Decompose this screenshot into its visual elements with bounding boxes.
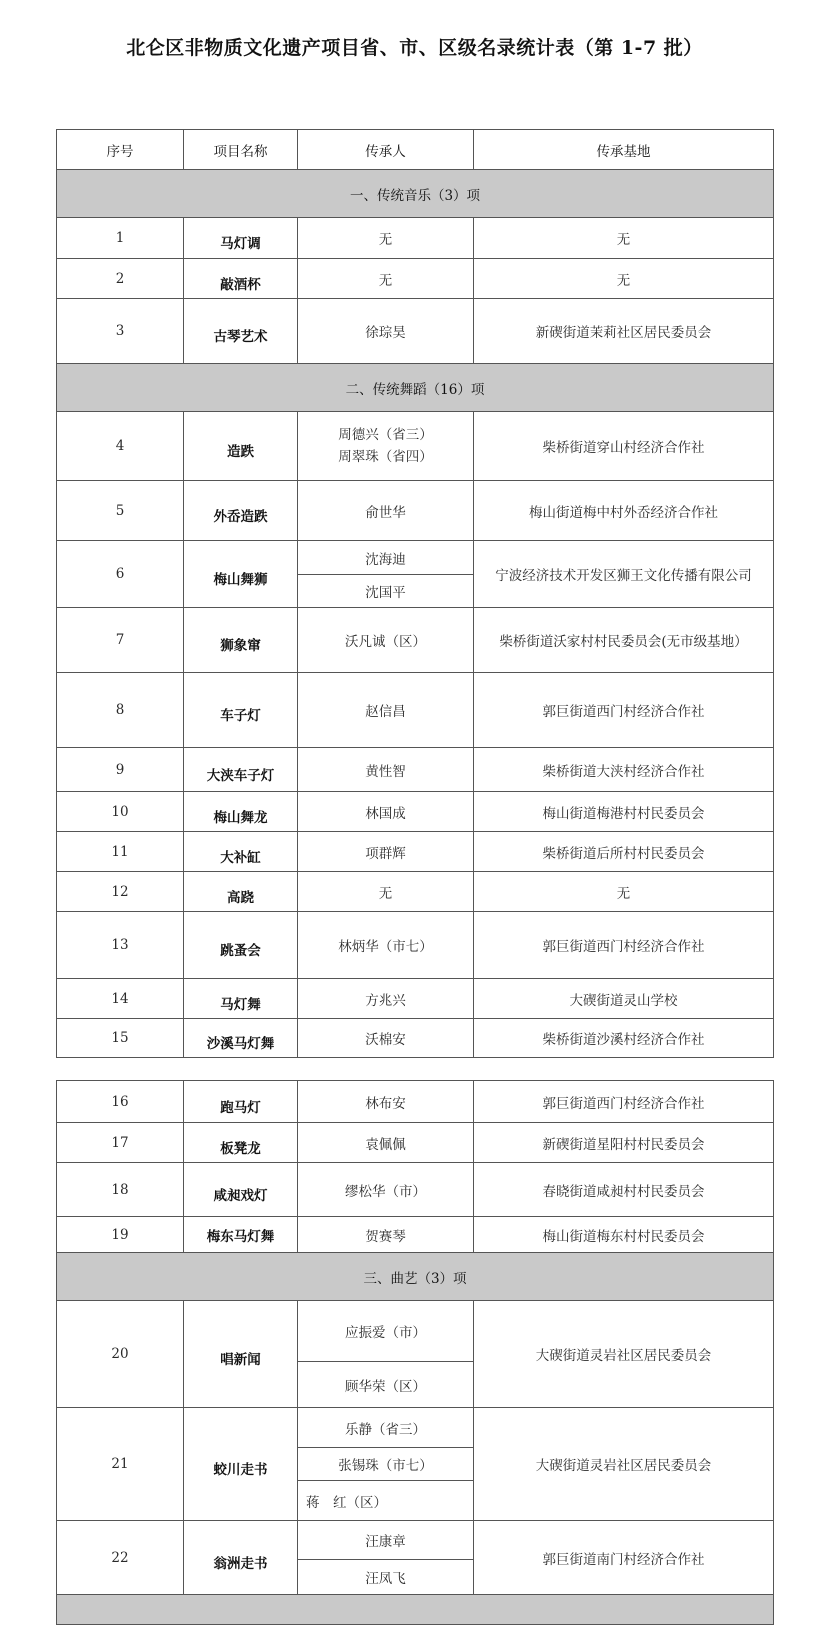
table-row: [57, 218, 774, 259]
inheritor: 汪康章: [298, 1521, 474, 1560]
table-row: [57, 541, 774, 575]
base: 郭巨街道南门村经济合作社: [474, 1521, 774, 1595]
row-index: 22: [57, 1521, 184, 1595]
header-index: 序号: [57, 130, 184, 170]
project-name: 翁洲走书: [184, 1521, 298, 1595]
row-index: 3: [57, 299, 184, 364]
inheritor: 俞世华: [298, 481, 474, 541]
project-name: 板凳龙: [184, 1123, 298, 1163]
table-row: [57, 1301, 774, 1362]
row-index: 17: [57, 1123, 184, 1163]
project-name: 梅山舞龙: [184, 792, 298, 832]
table-row: [57, 1019, 774, 1058]
inheritor: 无: [298, 872, 474, 912]
row-index: 2: [57, 259, 184, 299]
table-row: [57, 481, 774, 541]
table-row: [57, 1521, 774, 1560]
inheritor: 袁佩佩: [298, 1123, 474, 1163]
table-row: [57, 1081, 774, 1123]
table-row: [57, 792, 774, 832]
heritage-table-part-1: [56, 129, 774, 1058]
base: 梅山街道梅东村村民委员会: [474, 1217, 774, 1253]
base: 郭巨街道西门村经济合作社: [474, 673, 774, 748]
row-index: 4: [57, 412, 184, 481]
project-name: 马灯调: [184, 218, 298, 259]
header-inheritor: 传承人: [298, 130, 474, 170]
table-row: [57, 1163, 774, 1217]
base: 柴桥街道沃家村村民委员会(无市级基地）: [474, 608, 774, 673]
inheritor: 沈国平: [298, 575, 474, 608]
project-name: 跳蚤会: [184, 912, 298, 979]
header-row: [57, 130, 774, 170]
project-name: 马灯舞: [184, 979, 298, 1019]
row-index: 21: [57, 1408, 184, 1521]
section-traditional-dance: 二、传统舞蹈（16）项: [57, 364, 774, 412]
header-base: 传承基地: [474, 130, 774, 170]
base: 无: [474, 872, 774, 912]
project-name: 沙溪马灯舞: [184, 1019, 298, 1058]
table-row: [57, 748, 774, 792]
section-row: [57, 1253, 774, 1301]
inheritor: 乐静（省三）: [298, 1408, 474, 1448]
project-name: 大浃车子灯: [184, 748, 298, 792]
section-row: [57, 1595, 774, 1625]
table-row: [57, 832, 774, 872]
inheritor: 沃棉安: [298, 1019, 474, 1058]
row-index: 16: [57, 1081, 184, 1123]
project-name: 敲酒杯: [184, 259, 298, 299]
page-title: 北仑区非物质文化遗产项目省、市、区级名录统计表（第 1-7 批）: [126, 37, 703, 59]
row-index: 12: [57, 872, 184, 912]
project-name: 车子灯: [184, 673, 298, 748]
base: 无: [474, 218, 774, 259]
base: 柴桥街道大浃村经济合作社: [474, 748, 774, 792]
project-name: 大补缸: [184, 832, 298, 872]
table-row: [57, 1123, 774, 1163]
inheritor: 蒋 红（区）: [298, 1481, 474, 1521]
table-row: [57, 259, 774, 299]
row-index: 15: [57, 1019, 184, 1058]
inheritor-line: 周翠珠（省四）: [338, 449, 433, 465]
inheritor: 应振爱（市）: [298, 1301, 474, 1362]
table-row: [57, 673, 774, 748]
base: 大碶街道灵岩社区居民委员会: [474, 1301, 774, 1408]
project-name: 造跌: [184, 412, 298, 481]
inheritor: 无: [298, 218, 474, 259]
table-row: [57, 412, 774, 481]
project-name: 狮象窜: [184, 608, 298, 673]
inheritor: 林国成: [298, 792, 474, 832]
section-row: [57, 364, 774, 412]
table-row: [57, 1408, 774, 1448]
base: 大碶街道灵岩社区居民委员会: [474, 1408, 774, 1521]
inheritor: [298, 412, 474, 481]
project-name: 梅东马灯舞: [184, 1217, 298, 1253]
base: 无: [474, 259, 774, 299]
table-row: [57, 299, 774, 364]
row-index: 14: [57, 979, 184, 1019]
inheritor-line: 周德兴（省三）: [338, 427, 433, 443]
section-row: [57, 170, 774, 218]
base: 宁波经济技术开发区狮王文化传播有限公司: [474, 541, 774, 608]
inheritor: 无: [298, 259, 474, 299]
project-name: 高跷: [184, 872, 298, 912]
table-row: [57, 608, 774, 673]
project-name: 梅山舞狮: [184, 541, 298, 608]
header-project-name: 项目名称: [184, 130, 298, 170]
inheritor: 张锡珠（市七）: [298, 1448, 474, 1481]
base: 柴桥街道后所村村民委员会: [474, 832, 774, 872]
row-index: 6: [57, 541, 184, 608]
next-section-partial: [57, 1595, 774, 1625]
table-row: [57, 1217, 774, 1253]
base: 春晓街道咸昶村村民委员会: [474, 1163, 774, 1217]
base: 新碶街道茉莉社区居民委员会: [474, 299, 774, 364]
base: 梅山街道梅中村外岙经济合作社: [474, 481, 774, 541]
project-name: 蛟川走书: [184, 1408, 298, 1521]
inheritor: 汪凤飞: [298, 1560, 474, 1595]
row-index: 11: [57, 832, 184, 872]
row-index: 1: [57, 218, 184, 259]
inheritor: 顾华荣（区）: [298, 1362, 474, 1408]
inheritor: 黄性智: [298, 748, 474, 792]
project-name: 古琴艺术: [184, 299, 298, 364]
table-row: [57, 979, 774, 1019]
inheritor: 沈海迪: [298, 541, 474, 575]
inheritor: 林炳华（市七）: [298, 912, 474, 979]
section-quyi: 三、曲艺（3）项: [57, 1253, 774, 1301]
inheritor: 沃凡诚（区）: [298, 608, 474, 673]
heritage-table-part-2: [56, 1080, 774, 1625]
inheritor: 赵信昌: [298, 673, 474, 748]
inheritor: 贺赛琴: [298, 1217, 474, 1253]
base: 梅山街道梅港村村民委员会: [474, 792, 774, 832]
section-traditional-music: 一、传统音乐（3）项: [57, 170, 774, 218]
inheritor: 方兆兴: [298, 979, 474, 1019]
project-name: 唱新闻: [184, 1301, 298, 1408]
base: 大碶街道灵山学校: [474, 979, 774, 1019]
row-index: 13: [57, 912, 184, 979]
row-index: 5: [57, 481, 184, 541]
row-index: 8: [57, 673, 184, 748]
base: 郭巨街道西门村经济合作社: [474, 1081, 774, 1123]
inheritor: 项群辉: [298, 832, 474, 872]
inheritor: 徐琮昊: [298, 299, 474, 364]
project-name: 跑马灯: [184, 1081, 298, 1123]
row-index: 19: [57, 1217, 184, 1253]
row-index: 10: [57, 792, 184, 832]
base: 新碶街道星阳村村民委员会: [474, 1123, 774, 1163]
table-row: [57, 872, 774, 912]
base: 郭巨街道西门村经济合作社: [474, 912, 774, 979]
project-name: 咸昶戏灯: [184, 1163, 298, 1217]
table-row: [57, 912, 774, 979]
row-index: 7: [57, 608, 184, 673]
base: 柴桥街道穿山村经济合作社: [474, 412, 774, 481]
row-index: 18: [57, 1163, 184, 1217]
base: 柴桥街道沙溪村经济合作社: [474, 1019, 774, 1058]
row-index: 20: [57, 1301, 184, 1408]
inheritor: 林布安: [298, 1081, 474, 1123]
project-name: 外岙造跌: [184, 481, 298, 541]
row-index: 9: [57, 748, 184, 792]
inheritor: 缪松华（市）: [298, 1163, 474, 1217]
